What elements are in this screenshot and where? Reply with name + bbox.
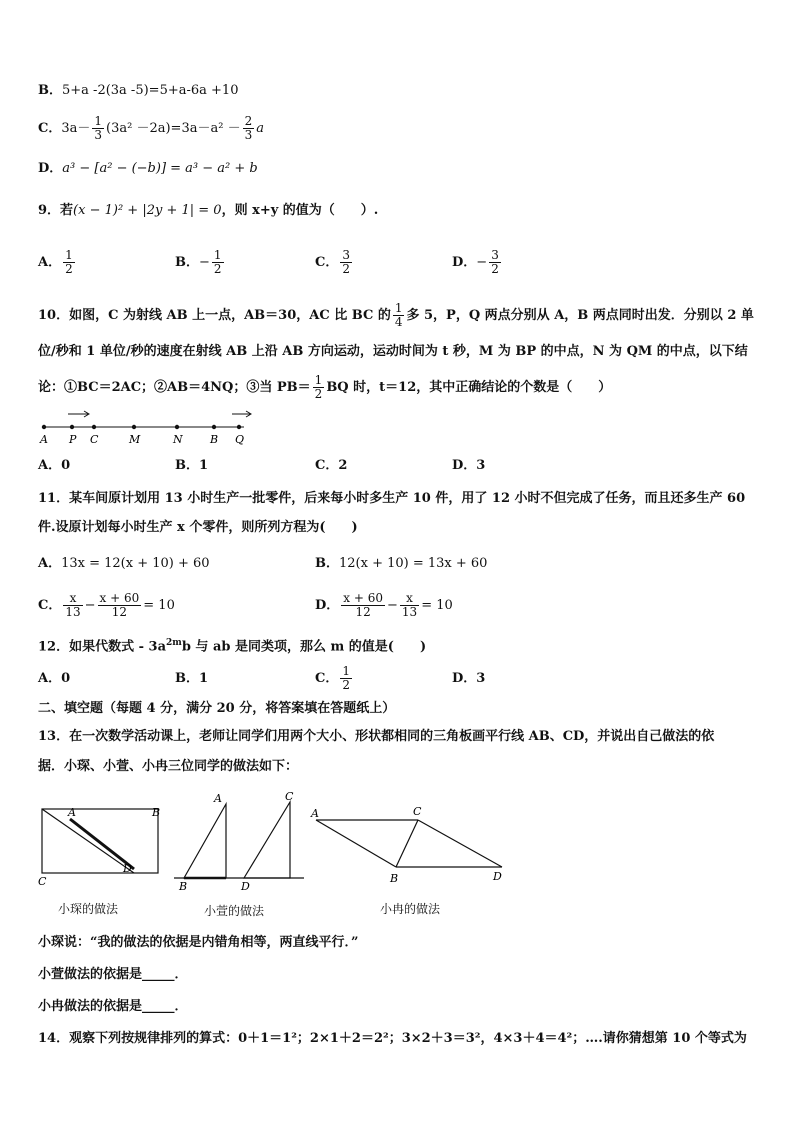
fraction-denominator: 2 bbox=[342, 262, 350, 276]
label-a: A bbox=[40, 433, 48, 446]
q10-option-a: A．0 bbox=[38, 458, 71, 473]
option-label: B． bbox=[175, 255, 199, 270]
fraction-numerator: 3 bbox=[491, 248, 499, 262]
stem-text: b 与 ab 是同类项，那么 m 的值是( ) bbox=[181, 639, 427, 655]
option-text: a bbox=[256, 121, 264, 136]
fraction-denominator: 13 bbox=[65, 605, 81, 619]
fraction-denominator: 2 bbox=[491, 262, 499, 276]
fraction-denominator: 2 bbox=[213, 262, 222, 276]
q12-stem bbox=[38, 634, 426, 656]
option-label: B． bbox=[315, 556, 339, 571]
q10-option-c: C．2 bbox=[315, 458, 348, 473]
q13-line2: 据．小琛、小萱、小冉三位同学的做法如下： bbox=[38, 759, 299, 774]
fraction-numerator: 3 bbox=[342, 248, 350, 262]
q11-line1 bbox=[38, 490, 745, 508]
stem-text: 位/秒和 1 单位/秒的速度在射线 AB 上沿 AB 方向运动，运动时间为 t 秒，M 为 BP 的中点，N 为 QM 的中点，以下结 bbox=[38, 344, 748, 359]
option-label: A． bbox=[38, 255, 62, 270]
label-a: A bbox=[68, 806, 76, 819]
fraction bbox=[98, 592, 142, 619]
option-sign: − bbox=[199, 255, 210, 270]
label-d: D bbox=[493, 870, 502, 883]
fraction-numerator: x bbox=[63, 592, 82, 606]
stem-text: BQ 时，t＝12，其中正确结论的个数是（ ） bbox=[326, 380, 612, 395]
fraction-numerator: 1 bbox=[94, 114, 103, 128]
option-text: 5+a -2(3a -5)=5+a-6a +10 bbox=[62, 83, 239, 98]
option-text: (3a² －2a)=3a－a² － bbox=[106, 121, 241, 136]
q11-option-c: C． $\frac{x}{13}$ − $\frac{x + 60}{12}$ = 10 bbox=[38, 591, 175, 619]
q13-xiaoran-blank: 小冉做法的依据是_____． bbox=[38, 999, 188, 1014]
fraction bbox=[313, 374, 325, 401]
q10-line1 bbox=[38, 300, 754, 332]
stem-text: 件.设原计划每小时生产 x 个零件，则所列方程为( ) bbox=[38, 520, 358, 535]
option-label: B． bbox=[38, 83, 62, 98]
fraction bbox=[393, 302, 405, 329]
option-text: 13x = 12(x + 10) + 60 bbox=[61, 556, 210, 571]
q12-option-a: A．0 bbox=[38, 671, 71, 686]
q9-stem bbox=[38, 202, 378, 220]
fraction-numerator: 1 bbox=[314, 373, 323, 387]
q10-line3 bbox=[38, 372, 611, 404]
label-d: D bbox=[123, 862, 132, 875]
q11-option-a bbox=[38, 555, 210, 573]
point-n bbox=[175, 425, 179, 429]
q13-line1: 13．在一次数学活动课上，老师让同学们用两个大小、形状都相同的三角板画平行线 AB、CD，并说出自己做法的依 bbox=[38, 729, 715, 744]
q12-option-b: B．1 bbox=[175, 671, 209, 686]
fraction bbox=[63, 249, 75, 276]
fraction-numerator: x + 60 bbox=[343, 591, 384, 605]
fraction-numerator: x + 60 bbox=[99, 591, 140, 605]
fraction bbox=[400, 592, 419, 619]
line-ab bbox=[316, 820, 396, 867]
stem-text: 论：①BC＝2AC；②AB＝4NQ；③当 PB＝ bbox=[38, 380, 311, 395]
fraction-numerator: 1 bbox=[213, 248, 222, 262]
q9-option-d bbox=[452, 245, 503, 281]
option-label: C． bbox=[315, 255, 339, 270]
fraction-numerator: 1 bbox=[65, 248, 73, 262]
stem-text: 10．如图，C 为射线 AB 上一点，AB＝30，AC 比 BC 的 bbox=[38, 308, 391, 323]
option-text: = 10 bbox=[143, 598, 175, 613]
q8-option-d bbox=[38, 160, 258, 178]
q13-figure-xiaoran bbox=[308, 800, 508, 890]
fraction-denominator: 2 bbox=[342, 678, 350, 692]
fraction-denominator: 3 bbox=[94, 128, 103, 142]
option-label: C． bbox=[38, 598, 62, 613]
point-m bbox=[132, 425, 136, 429]
option-text: a³ − [a² − (−b)] = a³ − a² + b bbox=[62, 161, 258, 176]
point-p bbox=[70, 425, 74, 429]
option-label: C． bbox=[38, 121, 62, 136]
fraction-denominator: 12 bbox=[355, 605, 371, 619]
label-b: B bbox=[152, 806, 161, 819]
caption-xiaoran: 小冉的做法 bbox=[380, 902, 441, 916]
option-label: D． bbox=[452, 255, 477, 270]
option-sign: − bbox=[476, 255, 488, 270]
label-p: P bbox=[69, 433, 77, 446]
stem-text: ，则 x+y 的值为（ ）. bbox=[221, 203, 379, 218]
option-text: 12(x + 10) = 13x + 60 bbox=[339, 556, 488, 571]
option-label: A． bbox=[38, 556, 62, 571]
option-label: D． bbox=[38, 161, 63, 176]
option-text: 3a－ bbox=[61, 121, 91, 136]
q9-option-c bbox=[315, 245, 354, 281]
label-c: C bbox=[413, 805, 422, 818]
option-label: D． bbox=[315, 598, 340, 613]
line-cb bbox=[396, 820, 418, 867]
fraction-numerator: 1 bbox=[342, 664, 350, 678]
option-text: = 10 bbox=[421, 598, 453, 613]
fraction bbox=[212, 249, 224, 276]
label-c: C bbox=[285, 790, 294, 803]
label-q: Q bbox=[235, 433, 245, 446]
label-a: A bbox=[214, 792, 222, 805]
q10-line2 bbox=[38, 343, 748, 361]
fraction-denominator: 13 bbox=[401, 605, 418, 619]
fraction-denominator: 4 bbox=[394, 315, 403, 329]
q10-number-line-figure bbox=[34, 405, 264, 447]
label-n: N bbox=[173, 433, 183, 446]
fraction bbox=[489, 249, 501, 276]
q9-option-a bbox=[38, 245, 77, 281]
label-c: C bbox=[38, 875, 47, 885]
q8-option-c bbox=[38, 112, 264, 146]
label-d: D bbox=[241, 880, 250, 893]
label-c: C bbox=[90, 433, 99, 446]
fraction bbox=[341, 592, 385, 619]
label-b: B bbox=[210, 433, 219, 446]
label-a: A bbox=[311, 807, 319, 820]
q11-option-b bbox=[315, 555, 487, 573]
q12-option-d: D．3 bbox=[452, 671, 486, 686]
exponent: 2m bbox=[166, 638, 182, 648]
point-a bbox=[42, 425, 46, 429]
fraction-denominator: 2 bbox=[314, 387, 323, 401]
stem-expression: (x − 1)² + |2y + 1| = 0 bbox=[73, 203, 222, 218]
triangle-1 bbox=[184, 804, 226, 878]
q8-option-b bbox=[38, 82, 238, 100]
fraction-numerator: x bbox=[400, 592, 419, 606]
line-cd bbox=[418, 820, 502, 867]
stem-text: 9．若 bbox=[38, 203, 74, 218]
q9-option-b bbox=[175, 245, 226, 281]
fraction-denominator: 12 bbox=[111, 605, 128, 619]
q13-xiaoxuan-blank: 小萱做法的依据是_____． bbox=[38, 967, 188, 982]
stem-text: 12．如果代数式 - 3a bbox=[38, 639, 167, 655]
triangle-2 bbox=[244, 802, 290, 878]
q13-figure-xiaoxuan bbox=[172, 788, 312, 900]
fraction-denominator: 2 bbox=[65, 262, 73, 276]
label-b: B bbox=[179, 880, 188, 893]
fraction bbox=[63, 592, 82, 619]
fraction-numerator: 2 bbox=[244, 114, 253, 128]
fraction bbox=[92, 115, 104, 142]
fraction-numerator: 1 bbox=[394, 301, 403, 315]
diagonal-line bbox=[42, 809, 134, 873]
label-b: B bbox=[390, 872, 399, 885]
stem-text: 11．某车间原计划用 13 小时生产一批零件，后来每小时多生产 10 件，用了 12 小时不但完成了任务，而且还多生产 60 bbox=[38, 491, 746, 506]
point-b bbox=[212, 425, 216, 429]
stem-text: 多 5，P，Q 两点分别从 A，B 两点同时出发．分别以 2 单 bbox=[406, 308, 754, 323]
q12-option-c bbox=[315, 661, 354, 697]
fraction bbox=[243, 115, 255, 142]
fraction bbox=[340, 249, 352, 276]
q10-option-d: D．3 bbox=[452, 458, 486, 473]
label-m: M bbox=[129, 433, 141, 446]
caption-xiaoxuan: 小萱的做法 bbox=[204, 904, 265, 918]
q10-option-b: B．1 bbox=[175, 458, 209, 473]
q11-line2 bbox=[38, 519, 358, 537]
q11-option-d: D． $\frac{x + 60}{12}$ − $\frac{x}{13}$ = 10 bbox=[315, 591, 453, 619]
q14-stem: 14．观察下列按规律排列的算式：0＋1＝1²；2×1＋2＝2²；3×2＋3＝3²，4×3＋4＝4²；….请你猜想第 10 个等式为 bbox=[38, 1031, 747, 1046]
fraction-denominator: 3 bbox=[244, 128, 253, 142]
q13-figure-xiaochen bbox=[34, 795, 174, 885]
caption-xiaochen: 小琛的做法 bbox=[58, 902, 119, 916]
point-q bbox=[237, 425, 241, 429]
option-label: C． bbox=[315, 671, 339, 686]
fraction bbox=[340, 665, 352, 692]
q13-xiaochen-says: 小琛说：“我的做法的依据是内错角相等，两直线平行．” bbox=[38, 935, 359, 950]
section-heading: 二、填空题（每题 4 分，满分 20 分，将答案填在答题纸上） bbox=[38, 701, 396, 716]
point-c bbox=[92, 425, 96, 429]
